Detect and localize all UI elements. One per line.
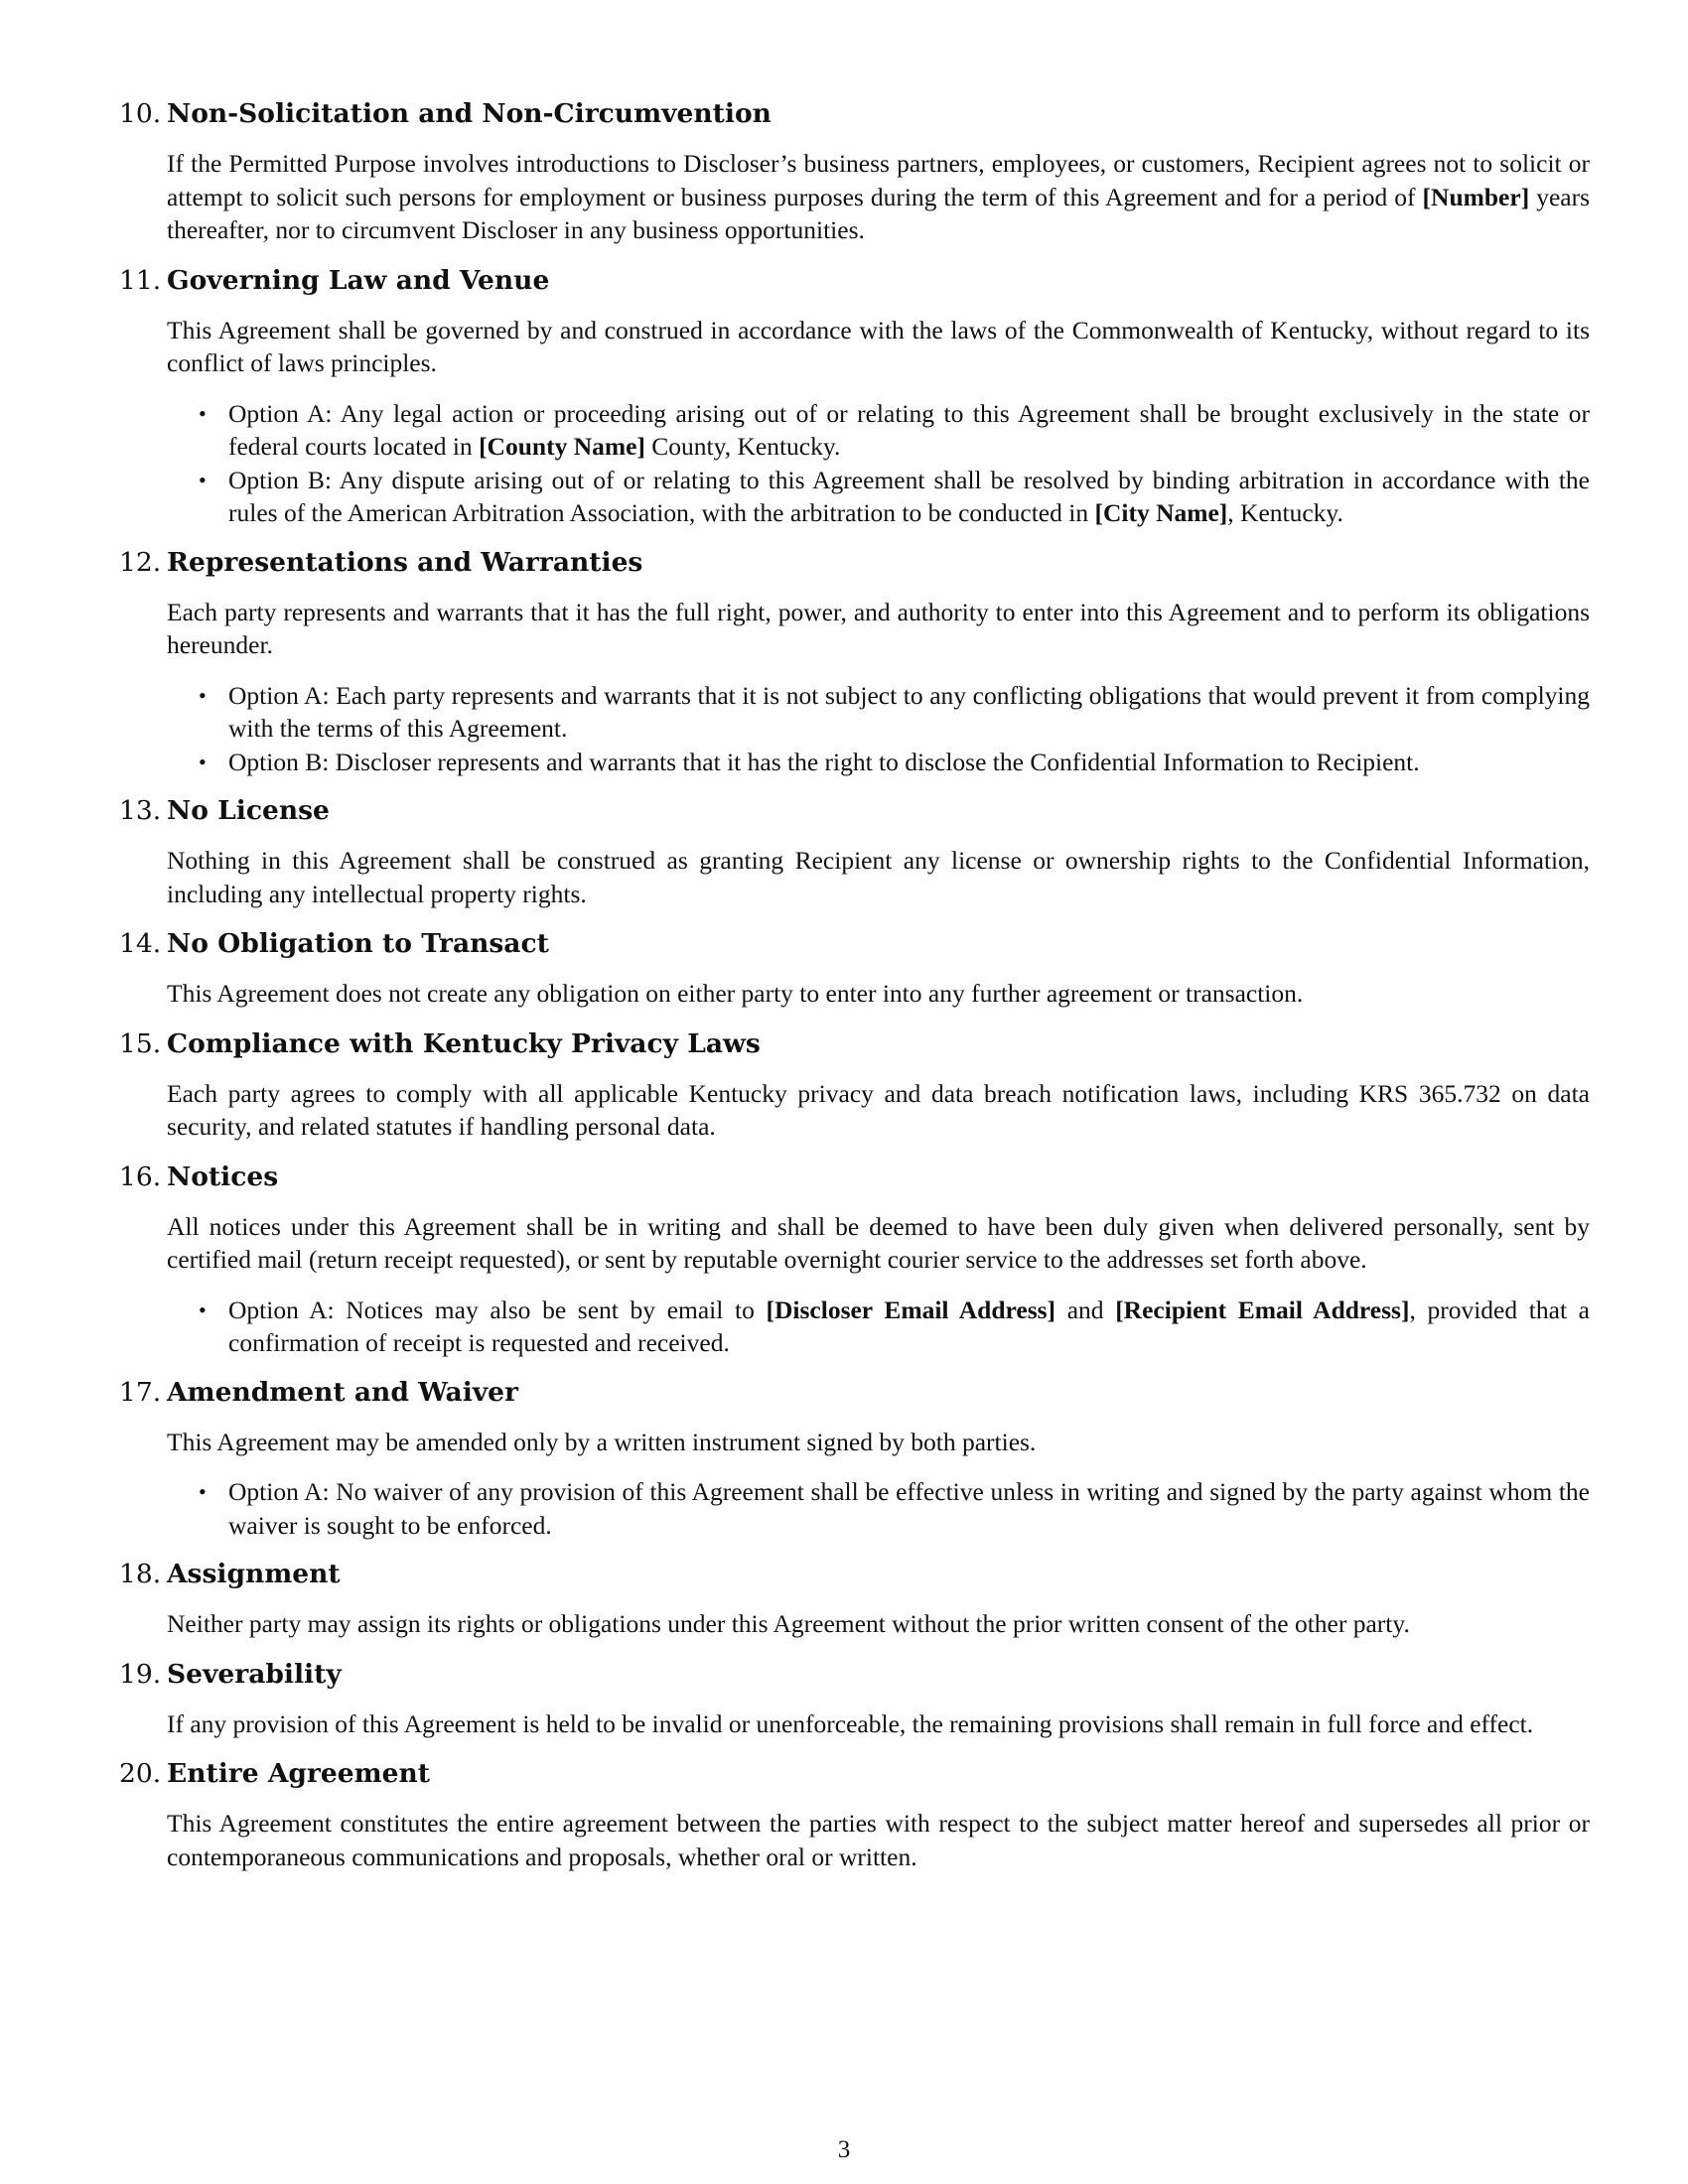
section-20 bbox=[119, 1757, 1590, 1873]
section-17 bbox=[119, 1376, 1590, 1543]
text-run: , provided that a confirmation of receipt is requested and received. bbox=[228, 1295, 1590, 1357]
section-19 bbox=[119, 1658, 1590, 1741]
section-13 bbox=[119, 794, 1590, 910]
section-paragraph: Nothing in this Agreement shall be construed as granting Recipient any license or ownership rights to the Confidential Information, including any intellectual property rights. bbox=[167, 846, 1590, 908]
section-paragraph: All notices under this Agreement shall be in writing and shall be deemed to have been duly given when delivered personally, sent by certified mail (return receipt requested), or sent by reputable overnight courier service to the addresses set forth above. bbox=[167, 1211, 1590, 1274]
bullet-icon: • bbox=[199, 1297, 207, 1322]
bullet-icon: • bbox=[199, 682, 207, 708]
section-heading bbox=[119, 97, 1590, 131]
bullet-icon: • bbox=[199, 467, 207, 492]
section-title: Compliance with Kentucky Privacy Laws bbox=[167, 1027, 761, 1059]
section-number: 17. bbox=[119, 1376, 162, 1408]
section-heading bbox=[119, 264, 1590, 298]
section-16 bbox=[119, 1160, 1590, 1360]
text-run: Option B: Discloser represents and warrants that it has the right to disclose the Confidential Information to Recipient. bbox=[228, 747, 1420, 776]
text-run: If the Permitted Purpose involves introductions to Discloser’s business partners, employees, or customers, Recipient agrees not to solicit or attempt to solicit such persons for employment or business purposes during the term of this Agreement and for a period of bbox=[167, 149, 1590, 211]
section-number: 16. bbox=[119, 1160, 162, 1192]
section-title: Severability bbox=[167, 1658, 342, 1690]
section-14 bbox=[119, 927, 1590, 1011]
placeholder-city-name: [City Name] bbox=[1094, 498, 1228, 527]
section-paragraph: This Agreement shall be governed by and construed in accordance with the laws of the Commonwealth of Kentucky, without regard to its conflict of laws principles. bbox=[167, 315, 1590, 377]
section-number: 20. bbox=[119, 1758, 162, 1789]
section-number: 10. bbox=[119, 98, 162, 129]
section-title: Representations and Warranties bbox=[167, 546, 643, 578]
section-heading bbox=[119, 1160, 1590, 1194]
section-paragraph: Neither party may assign its rights or obligations under this Agreement without the prior written consent of the other party. bbox=[167, 1609, 1410, 1638]
text-run: Option A: No waiver of any provision of this Agreement shall be effective unless in writing and signed by the party against whom the waiver is sought to be enforced. bbox=[228, 1477, 1590, 1540]
text-run: Option A: Any legal action or proceeding arising out of or relating to this Agreement shall be brought exclusively in the state or federal courts located in bbox=[228, 398, 1590, 461]
section-paragraph: If any provision of this Agreement is held to be invalid or unenforceable, the remaining provisions shall remain in full force and effect. bbox=[167, 1708, 1534, 1738]
section-paragraph: This Agreement may be amended only by a written instrument signed by both parties. bbox=[167, 1427, 1037, 1456]
option-list bbox=[167, 679, 1590, 779]
section-12 bbox=[119, 546, 1590, 779]
bullet-icon: • bbox=[199, 400, 207, 426]
section-title: No Obligation to Transact bbox=[167, 928, 549, 959]
section-number: 14. bbox=[119, 928, 162, 959]
section-heading bbox=[119, 1658, 1590, 1692]
bullet-icon: • bbox=[199, 1479, 207, 1504]
placeholder-recipient-email: [Recipient Email Address] bbox=[1115, 1295, 1410, 1324]
bullet-icon: • bbox=[199, 749, 207, 774]
option-list bbox=[167, 397, 1590, 530]
section-title: Non-Solicitation and Non-Circumvention bbox=[167, 98, 772, 129]
text-run: years thereafter, nor to circumvent Discloser in any business opportunities. bbox=[167, 182, 1590, 244]
section-number: 12. bbox=[119, 546, 162, 578]
page-number: 3 bbox=[837, 2136, 851, 2163]
placeholder-county-name: [County Name] bbox=[479, 432, 645, 461]
section-title: Governing Law and Venue bbox=[167, 264, 550, 296]
section-paragraph bbox=[167, 147, 1590, 247]
section-title: Amendment and Waiver bbox=[167, 1376, 518, 1408]
option-item bbox=[167, 746, 1590, 779]
section-paragraph: This Agreement constitutes the entire agreement between the parties with respect to the subject matter hereof and supersedes all prior or contemporaneous communications and proposals, whether oral or written. bbox=[167, 1809, 1590, 1871]
option-item bbox=[167, 1475, 1590, 1542]
section-title: No License bbox=[167, 795, 330, 826]
section-paragraph: This Agreement does not create any obligation on either party to enter into any further agreement or transaction. bbox=[167, 979, 1304, 1008]
section-heading bbox=[119, 1376, 1590, 1410]
section-title: Entire Agreement bbox=[167, 1758, 430, 1789]
section-18 bbox=[119, 1558, 1590, 1641]
option-item bbox=[167, 397, 1590, 464]
section-title: Notices bbox=[167, 1160, 279, 1192]
section-heading bbox=[119, 1558, 1590, 1591]
document-body bbox=[119, 97, 1590, 1889]
placeholder-discloser-email: [Discloser Email Address] bbox=[766, 1295, 1056, 1324]
section-paragraph: Each party agrees to comply with all applicable Kentucky privacy and data breach notification laws, including KRS 365.732 on data security, and related statutes if handling personal data. bbox=[167, 1078, 1590, 1141]
section-11 bbox=[119, 264, 1590, 530]
option-item bbox=[167, 464, 1590, 530]
text-run: Option A: Notices may also be sent by email to bbox=[228, 1295, 767, 1324]
text-run: Option A: Each party represents and warrants that it is not subject to any conflicting obligations that would prevent it from complying with the terms of this Agreement. bbox=[228, 680, 1590, 743]
section-paragraph: Each party represents and warrants that it has the full right, power, and authority to enter into this Agreement and to perform its obligations hereunder. bbox=[167, 597, 1590, 659]
text-run: and bbox=[1055, 1295, 1116, 1324]
option-item bbox=[167, 679, 1590, 746]
section-heading bbox=[119, 546, 1590, 580]
section-number: 13. bbox=[119, 795, 162, 826]
section-number: 18. bbox=[119, 1559, 162, 1589]
option-list bbox=[167, 1294, 1590, 1360]
section-number: 15. bbox=[119, 1027, 162, 1059]
text-run: Option B: Any dispute arising out of or relating to this Agreement shall be resolved by binding arbitration in accordance with the rules of the American Arbitration Association, with the arbitration to be conducted in bbox=[228, 465, 1590, 527]
section-heading bbox=[119, 927, 1590, 961]
option-list bbox=[167, 1475, 1590, 1542]
section-heading bbox=[119, 1757, 1590, 1791]
text-run: County, Kentucky. bbox=[644, 432, 841, 461]
placeholder-number: [Number] bbox=[1422, 182, 1530, 211]
text-run: , Kentucky. bbox=[1227, 498, 1343, 527]
section-15 bbox=[119, 1027, 1590, 1144]
section-title: Assignment bbox=[167, 1559, 341, 1589]
section-number: 19. bbox=[119, 1658, 162, 1690]
section-number: 11. bbox=[119, 264, 162, 296]
section-10 bbox=[119, 97, 1590, 247]
section-heading bbox=[119, 794, 1590, 828]
option-item bbox=[167, 1294, 1590, 1360]
section-heading bbox=[119, 1027, 1590, 1061]
